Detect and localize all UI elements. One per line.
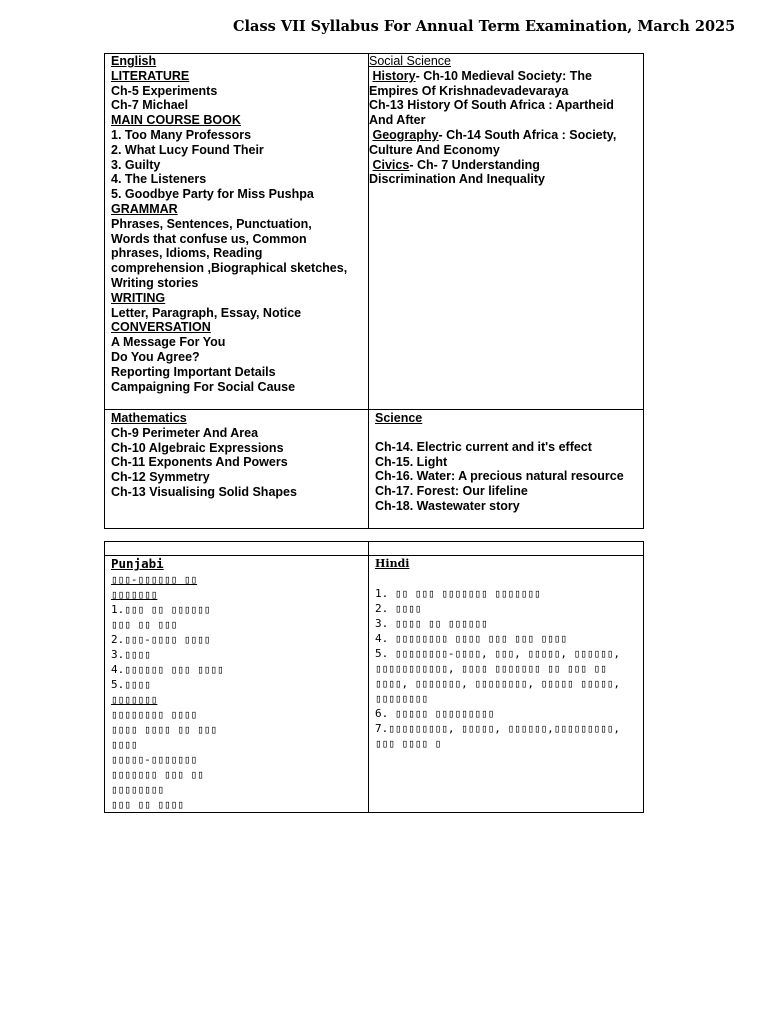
hindi-heading: Hindi xyxy=(375,557,410,570)
syllabus-table-main xyxy=(104,53,644,529)
hindi-line: 2. ▯▯▯▯ xyxy=(375,602,422,615)
conversation-item: Do You Agree? xyxy=(111,349,200,364)
literature-item: Ch-7 Michael xyxy=(111,98,189,113)
punjabi-cell xyxy=(105,556,369,813)
history-line: Ch-13 History Of South Africa : Apartheid xyxy=(369,98,614,113)
history-label: History xyxy=(372,68,416,83)
geography-line: Culture And Economy xyxy=(369,142,500,157)
civics-line: Discrimination And Inequality xyxy=(369,172,545,187)
punjabi-line: ▯▯▯▯▯▯▯▯ ▯▯▯▯ xyxy=(111,708,198,721)
punjabi-line: ▯▯▯▯▯▯▯ ▯▯▯ ▯▯ xyxy=(111,768,204,781)
languages-header-right xyxy=(369,542,644,556)
geography-label: Geography xyxy=(372,127,439,142)
languages-header-left xyxy=(105,542,369,556)
punjabi-line: ▯▯▯ ▯▯ ▯▯▯▯ xyxy=(111,798,184,811)
history-line: And After xyxy=(369,113,426,128)
page-title: Class VII Syllabus For Annual Term Examination, March 2025 xyxy=(233,18,736,35)
punjabi-line: ▯▯▯-▯▯▯▯▯▯ ▯▯ xyxy=(111,573,198,586)
grammar-line: comprehension ,Biographical sketches, xyxy=(111,261,348,276)
grammar-heading: GRAMMAR xyxy=(111,201,178,216)
geography-line: Geography- Ch-14 South Africa : Society, xyxy=(372,127,617,142)
main-course-item: 5. Goodbye Party for Miss Pushpa xyxy=(111,187,314,202)
punjabi-line: ▯▯▯▯▯▯▯ xyxy=(111,588,158,601)
math-chapter: Ch-11 Exponents And Powers xyxy=(111,455,288,470)
science-chapter: Ch-15. Light xyxy=(375,454,448,469)
civics-label: Civics xyxy=(372,157,410,172)
math-chapter: Ch-12 Symmetry xyxy=(111,470,210,485)
hindi-cell xyxy=(369,556,644,813)
hindi-line: ▯▯▯▯▯▯▯▯▯▯▯, ▯▯▯▯ ▯▯▯▯▯▯▯ ▯▯ ▯▯▯ ▯▯ xyxy=(375,662,607,675)
grammar-line: Phrases, Sentences, Punctuation, xyxy=(111,216,312,231)
english-heading: English xyxy=(111,54,157,68)
punjabi-line: ▯▯▯▯▯-▯▯▯▯▯▯▯ xyxy=(111,753,198,766)
grammar-line: Writing stories xyxy=(111,275,199,290)
history-line: History- Ch-10 Medieval Society: The xyxy=(372,68,592,83)
science-chapter: Ch-16. Water: A precious natural resource xyxy=(375,469,624,484)
hindi-line: ▯▯▯ ▯▯▯▯ ▯ xyxy=(375,737,442,750)
writing-heading: WRITING xyxy=(111,290,166,305)
punjabi-line: ▯▯▯▯▯▯▯ xyxy=(111,693,158,706)
hindi-line: 5. ▯▯▯▯▯▯▯▯-▯▯▯▯, ▯▯▯, ▯▯▯▯▯, ▯▯▯▯▯▯, xyxy=(375,647,621,660)
english-cell xyxy=(105,54,369,410)
science-chapter: Ch-17. Forest: Our lifeline xyxy=(375,484,528,499)
main-course-item: 2. What Lucy Found Their xyxy=(111,142,264,157)
science-chapter: Ch-18. Wastewater story xyxy=(375,498,520,513)
mathematics-heading: Mathematics xyxy=(111,411,187,425)
conversation-heading: CONVERSATION xyxy=(111,320,211,335)
science-cell xyxy=(369,410,644,529)
hindi-line: 1. ▯▯ ▯▯▯ ▯▯▯▯▯▯▯ ▯▯▯▯▯▯▯ xyxy=(375,587,541,600)
hindi-line: 7.▯▯▯▯▯▯▯▯▯, ▯▯▯▯▯, ▯▯▯▯▯▯,▯▯▯▯▯▯▯▯▯, xyxy=(375,722,621,735)
syllabus-table-languages xyxy=(104,541,644,813)
main-course-item: 4. The Listeners xyxy=(111,172,207,187)
punjabi-line: ▯▯▯▯ ▯▯▯▯ ▯▯ ▯▯▯ xyxy=(111,723,217,736)
grammar-line: Words that confuse us, Common xyxy=(111,231,307,246)
hindi-line: ▯▯▯▯▯▯▯▯ xyxy=(375,692,428,705)
punjabi-line: ▯▯▯▯▯▯▯▯ xyxy=(111,783,164,796)
math-chapter: Ch-9 Perimeter And Area xyxy=(111,425,259,440)
punjabi-line: 1.▯▯▯ ▯▯ ▯▯▯▯▯▯ xyxy=(111,603,211,616)
literature-item: Ch-5 Experiments xyxy=(111,83,218,98)
science-chapter: Ch-14. Electric current and it's effect xyxy=(375,439,592,454)
main-course-item: 3. Guilty xyxy=(111,157,161,172)
hindi-line: ▯▯▯▯, ▯▯▯▯▯▯▯, ▯▯▯▯▯▯▯▯, ▯▯▯▯▯ ▯▯▯▯▯, xyxy=(375,677,621,690)
hindi-line: 4. ▯▯▯▯▯▯▯▯ ▯▯▯▯ ▯▯▯ ▯▯▯ ▯▯▯▯ xyxy=(375,632,568,645)
social-science-heading: Social Science xyxy=(369,54,451,68)
literature-heading: LITERATURE xyxy=(111,68,190,83)
main-course-item: 1. Too Many Professors xyxy=(111,127,252,142)
grammar-line: phrases, Idioms, Reading xyxy=(111,246,263,261)
math-chapter: Ch-10 Algebraic Expressions xyxy=(111,440,284,455)
history-line: Empires Of Krishnadevadevaraya xyxy=(369,83,569,98)
punjabi-heading: Punjabi xyxy=(111,556,164,571)
conversation-item: Campaigning For Social Cause xyxy=(111,379,296,394)
punjabi-line: ▯▯▯ ▯▯ ▯▯▯ xyxy=(111,618,178,631)
punjabi-line: 5.▯▯▯▯ xyxy=(111,678,151,691)
social-science-cell xyxy=(369,54,644,410)
main-course-heading: MAIN COURSE BOOK xyxy=(111,113,241,128)
conversation-item: A Message For You xyxy=(111,335,226,350)
math-chapter: Ch-13 Visualising Solid Shapes xyxy=(111,484,297,499)
hindi-line: 3. ▯▯▯▯ ▯▯ ▯▯▯▯▯▯ xyxy=(375,617,488,630)
hindi-line: 6. ▯▯▯▯▯ ▯▯▯▯▯▯▯▯▯ xyxy=(375,707,495,720)
punjabi-line: 3.▯▯▯▯ xyxy=(111,648,151,661)
writing-line: Letter, Paragraph, Essay, Notice xyxy=(111,305,302,320)
punjabi-line: 2.▯▯▯-▯▯▯▯ ▯▯▯▯ xyxy=(111,633,211,646)
punjabi-line: 4.▯▯▯▯▯▯ ▯▯▯ ▯▯▯▯ xyxy=(111,663,224,676)
conversation-item: Reporting Important Details xyxy=(111,364,276,379)
civics-line: Civics- Ch- 7 Understanding xyxy=(372,157,540,172)
punjabi-line: ▯▯▯▯ xyxy=(111,738,138,751)
mathematics-cell xyxy=(105,410,369,529)
science-heading: Science xyxy=(375,411,423,425)
